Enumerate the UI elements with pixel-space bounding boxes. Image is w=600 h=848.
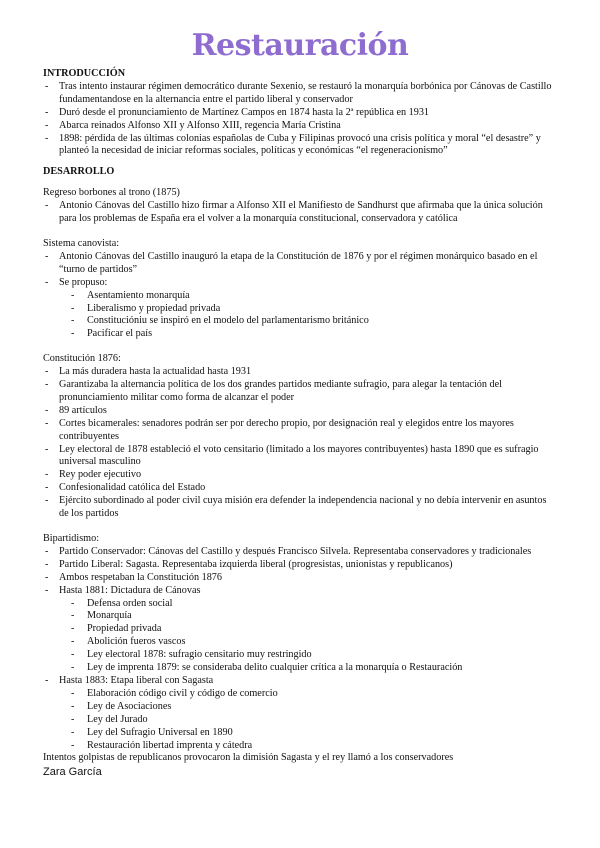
author-name: Zara García [43, 766, 102, 779]
list-item: - 89 artículos [43, 405, 558, 418]
list-item-label: Se propuso: [59, 276, 108, 288]
subsection-title-sistema: Sistema canovista: [43, 237, 120, 249]
hasta-1881-sublist [65, 598, 558, 675]
sublist-item: - Defensa orden social [65, 598, 558, 611]
list-item: - Abarca reinados Alfonso XII y Alfonso XIII, regencia María Cristina [43, 120, 558, 133]
list-item: - Rey poder ejecutivo [43, 469, 558, 482]
intro-list [43, 81, 558, 158]
list-item: - 1898: pérdida de las últimas colonias españolas de Cuba y Filipinas provocó una crisis política y moral “el desastre” y planteó la necesidad de iniciar reformas sociales, políticas y económicas “el regeneracionismo” [43, 133, 558, 159]
section-heading-introduccion: INTRODUCCIÓN [43, 68, 126, 79]
page-title: Restauración [191, 28, 409, 63]
list-item: - Confesionalidad católica del Estado [43, 482, 558, 495]
regreso-list [43, 200, 558, 226]
closing-paragraph: Intentos golpistas de republicanos provocaron la dimisión Sagasta y el rey llamó a los conservadores [43, 752, 454, 764]
document-body [43, 68, 558, 779]
list-item [43, 585, 558, 675]
list-item: - Partido Conservador: Cánovas del Castillo y después Francisco Silvela. Representaba conservadores y tradicionales [43, 546, 558, 559]
list-item: - Ambos respetaban la Constitución 1876 [43, 572, 558, 585]
list-item: - Ley electoral de 1878 estableció el voto censitario (limitado a los mayores contribuyentes) hasta 1890 que es sufragio universal masculino [43, 444, 558, 470]
list-item-label: Hasta 1883: Etapa liberal con Sagasta [59, 674, 214, 686]
hasta-1883-sublist [65, 688, 558, 753]
sublist-item: - Ley del Sufragio Universal en 1890 [65, 727, 558, 740]
sublist-item: - Asentamiento monarquía [65, 290, 558, 303]
sublist-item: - Propiedad privada [65, 623, 558, 636]
list-item: - Duró desde el pronunciamiento de Martínez Campos en 1874 hasta la 2ª república en 1931 [43, 107, 558, 120]
sublist-item: - Abolición fueros vascos [65, 636, 558, 649]
sublist-item: - Ley de imprenta 1879: se consideraba delito cualquier crítica a la monarquía o Restauración [65, 662, 558, 675]
subsection-title-bipartidismo: Bipartidismo: [43, 533, 100, 544]
sistema-list [43, 251, 558, 341]
bipartidismo-list [43, 546, 558, 753]
list-item-label: Hasta 1881: Dictadura de Cánovas [59, 584, 201, 596]
constitucion-list [43, 366, 558, 521]
sublist-item: - Elaboración código civil y código de comercio [65, 688, 558, 701]
sublist-item: - Ley de Asociaciones [65, 701, 558, 714]
sublist-item: - Pacificar el país [65, 328, 558, 341]
sublist-item: - Restauración libertad imprenta y cátedra [65, 740, 558, 753]
sistema-sublist [65, 290, 558, 342]
list-item: - Antonio Cánovas del Castillo inauguró la etapa de la Constitución de 1876 y por el régimen monárquico basado en el “turno de partidos” [43, 251, 558, 277]
sublist-item: - Ley del Jurado [65, 714, 558, 727]
list-item: - La más duradera hasta la actualidad hasta 1931 [43, 366, 558, 379]
list-item: - Garantizaba la alternancia política de los dos grandes partidos mediante sufragio, para alegar la tentación del pronunciamiento militar como forma de alcanzar el poder [43, 379, 558, 405]
sublist-item: - Constitucióniu se inspiró en el modelo del parlamentarismo británico [65, 315, 558, 328]
list-item: - Tras intento instaurar régimen democrático durante Sexenio, se restauró la monarquía borbónica por Cánovas de Castillo fundamentandose en la alternancia entre el partido liberal y conservador [43, 81, 558, 107]
sublist-item: - Liberalismo y propiedad privada [65, 303, 558, 316]
list-item: - Partido Liberal: Sagasta. Representaba izquierda liberal (progresistas, unionistas y republicanos) [43, 559, 558, 572]
list-item [43, 277, 558, 342]
subsection-title-constitucion: Constitución 1876: [43, 353, 121, 365]
subsection-title-regreso: Regreso borbones al trono (1875) [43, 187, 180, 199]
section-heading-desarrollo: DESARROLLO [43, 166, 115, 178]
list-item [43, 675, 558, 752]
list-item: - Antonio Cánovas del Castillo hizo firmar a Alfonso XII el Manifiesto de Sandhurst que afirmaba que la única solución para los problemas de España era el volver a la monarquía constitucional, conservadora y católica [43, 200, 558, 226]
list-item: - Ejército subordinado al poder civil cuya misión era defender la independencia nacional y no debía intervenir en asuntos de los partidos [43, 495, 558, 521]
list-item: - Cortes bicamerales: senadores podrán ser por derecho propio, por designación real y elegidos entre los mayores contribuyentes [43, 418, 558, 444]
sublist-item: - Monarquía [65, 610, 558, 623]
sublist-item: - Ley electoral 1878: sufragio censitario muy restringido [65, 649, 558, 662]
